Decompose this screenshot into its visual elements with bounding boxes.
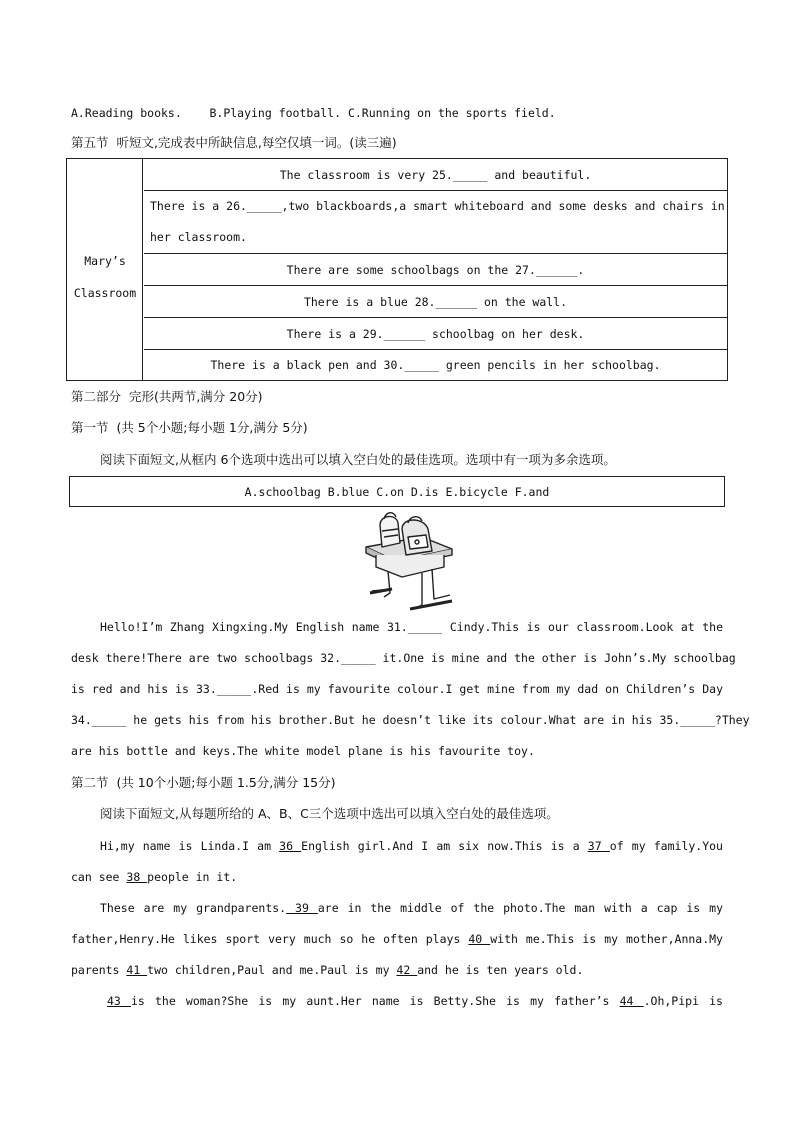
- question-options-line: A.Reading books. B.Playing football. C.Running on the sports field.: [71, 106, 556, 120]
- table-row: There is a black pen and 30._____ green pencils in her schoolbag.: [210, 358, 661, 372]
- info-table: [66, 158, 728, 381]
- section2-instruction: 阅读下面短文,从每题所给的 A、B、C三个选项中选出可以填入空白处的最佳选项。: [100, 806, 559, 821]
- part2-heading: 第二部分 完形(共两节,满分 20分): [71, 389, 263, 404]
- table-row: There is a 29.______ schoolbag on her desk.: [144, 318, 727, 350]
- passage-1: Hello!I’m Zhang Xingxing.My English name 31._____ Cindy.This is our classroom.Look at the desk there!There are two schoolbags 32._____ it.One is mine and the other is John’s.My schoolbag is red and his is 33._____.Red is my favourite colour.I get mine from my dad on Children’s Day 34._____ he gets his from his brother.But he doesn’t like its colour.What are in his 35._____?They are his bottle and keys.The white model plane is his favourite toy.: [71, 620, 750, 758]
- section2-heading: 第二节 (共 10个小题;每小题 1.5分,满分 15分): [71, 775, 336, 790]
- blank-43: 43: [107, 994, 131, 1008]
- blank-42: 42: [396, 963, 418, 977]
- table-left-label-2: Classroom: [73, 286, 137, 300]
- section5-heading: 第五节 听短文,完成表中所缺信息,每空仅填一词。(读三遍): [71, 135, 397, 150]
- blank-37: 37: [587, 839, 610, 853]
- blank-39: 39: [286, 901, 318, 915]
- table-left-label-1: Mary’s: [84, 254, 126, 268]
- table-row: There is a 26._____,two blackboards,a smart whiteboard and some desks and chairs in her classroom.: [144, 191, 727, 254]
- blank-44: 44: [619, 994, 644, 1008]
- passage-2: Hi,my name is Linda.I am 36 English girl.And I am six now.This is a 37 of my family.You can see 38 people in it. These are my grandparents. 39 are in the middle of the photo.The man with a cap is my father,Henry.He likes sport very much so he often plays 40 with me.This is my mother,Anna.My parents 41 two children,Paul and me.Paul is my 42 and he is ten years old. 43 is the woman?She is my aunt.Her name is Betty.She is my father’s 44 .Oh,Pipi is: [71, 839, 723, 1008]
- desk-schoolbag-illustration: [362, 509, 456, 613]
- section1-heading: 第一节 (共 5个小题;每小题 1分,满分 5分): [71, 420, 308, 435]
- blank-40: 40: [468, 932, 491, 946]
- blank-41: 41: [126, 963, 148, 977]
- blank-36: 36: [279, 839, 302, 853]
- table-row: There are some schoolbags on the 27.______.: [144, 254, 727, 286]
- blank-38: 38: [126, 870, 148, 884]
- options-box: A.schoolbag B.blue C.on D.is E.bicycle F.and: [69, 476, 725, 507]
- table-row: There is a blue 28.______ on the wall.: [144, 286, 727, 318]
- table-row: The classroom is very 25._____ and beautiful.: [144, 159, 727, 191]
- table-left-cell: [67, 159, 143, 380]
- section1-instruction: 阅读下面短文,从框内 6个选项中选出可以填入空白处的最佳选项。选项中有一项为多余选项。: [100, 452, 616, 467]
